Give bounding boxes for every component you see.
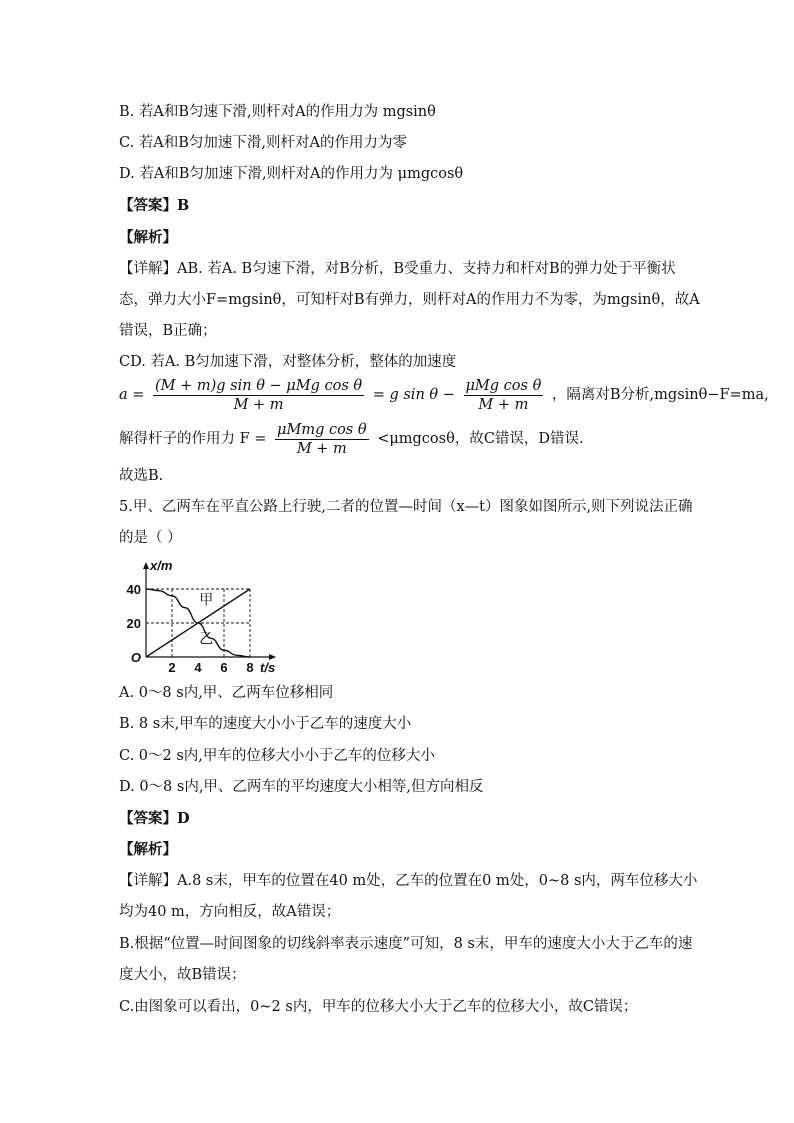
eq1-middle: = g sin θ − — [372, 387, 455, 403]
eq1-numerator-2: μMg cos θ — [465, 377, 542, 394]
q4-option-d: D. 若A和B匀加速下滑,则杆对A的作用力为 μmgcosθ — [119, 166, 464, 182]
q4-equation-2 — [119, 420, 584, 458]
origin-label: O — [130, 650, 141, 665]
q4-detail-line: 错误，B正确； — [119, 323, 217, 339]
q5-stem: 5.甲、乙两车在平直公路上行驶,二者的位置—时间（x—t）图象如图所示,则下列说法正确 — [119, 499, 693, 515]
q4-equation-1 — [119, 376, 769, 414]
q5-option-c: C. 0～2 s内,甲车的位移大小小于乙车的位移大小 — [119, 748, 435, 764]
x-tick-label: 2 — [168, 660, 176, 675]
eq2-fraction — [275, 421, 369, 458]
eq2-prefix: 解得杆子的作用力 F = — [119, 431, 267, 447]
q5-detail-line: 度大小，故B错误； — [119, 967, 246, 983]
eq1-numerator: (M + m)g sin θ − μMg cos θ — [155, 377, 363, 394]
q4-detail-line: CD. 若A. B匀加速下滑，对整体分析，整体的加速度 — [119, 354, 457, 370]
q5-answer: 【答案】D — [119, 810, 190, 827]
eq1-lhs: a = — [119, 387, 145, 403]
eq1-fraction-2 — [464, 377, 544, 414]
series-label: 甲 — [199, 591, 214, 608]
q4-detail-line: 【详解】AB. 若A. B匀速下滑，对B分析，B受重力、支持力和杆对B的弹力处于平衡状 — [119, 261, 676, 277]
q5-option-b: B. 8 s末,甲车的速度大小小于乙车的速度大小 — [119, 716, 412, 732]
x-tick-label: 8 — [246, 660, 254, 675]
q4-detail-line: 态，弹力大小F=mgsinθ，可知杆对B有弹力，则杆对A的作用力不为零，为mgsinθ，故A — [119, 292, 700, 308]
q5-stem: 的是（ ） — [119, 530, 182, 546]
eq2-denominator: M + m — [296, 440, 347, 457]
eq1-fraction — [153, 377, 364, 414]
y-tick-label: 40 — [126, 582, 141, 597]
x-tick-label: 4 — [194, 660, 202, 675]
q5-detail-line: 均为40 m，方向相反，故A错误； — [119, 904, 341, 920]
q5-detail-line: 【详解】A.8 s末，甲车的位置在40 m处，乙车的位置在0 m处，0~8 s内，两车位移大小 — [119, 873, 698, 889]
eq1-denominator: M + m — [233, 396, 284, 413]
y-axis-label: x/m — [150, 558, 173, 573]
q4-option-b: B. 若A和B匀速下滑,则杆对A的作用力为 mgsinθ — [119, 104, 436, 120]
q5-option-a: A. 0～8 s内,甲、乙两车位移相同 — [119, 685, 334, 701]
q4-analysis-heading: 【解析】 — [119, 229, 177, 246]
y-axis-arrow — [143, 562, 149, 569]
q5-detail-line: B.根据“位置—时间图象的切线斜率表示速度”可知，8 s末，甲车的速度大小大于乙车的速 — [119, 936, 693, 952]
q5-detail-line: C.由图象可以看出，0~2 s内，甲车的位移大小大于乙车的位移大小，故C错误； — [119, 999, 638, 1015]
q5-analysis-heading: 【解析】 — [119, 841, 177, 858]
q4-option-c: C. 若A和B匀加速下滑,则杆对A的作用力为零 — [119, 135, 408, 151]
eq2-numerator: μMmg cos θ — [277, 421, 367, 438]
x-axis-label: t/s — [260, 660, 276, 675]
q5-option-d: D. 0～8 s内,甲、乙两车的平均速度大小相等,但方向相反 — [119, 779, 484, 795]
q4-answer: 【答案】B — [119, 197, 190, 214]
series-label: 乙 — [199, 630, 214, 647]
q4-conclusion: 故选B. — [119, 468, 164, 484]
x-tick-label: 6 — [220, 660, 228, 675]
eq1-tail: ，隔离对B分析,mgsinθ−F=ma, — [551, 387, 769, 403]
xt-chart — [118, 558, 288, 676]
y-tick-label: 20 — [126, 616, 141, 631]
eq2-tail: <μmgcosθ，故C错误，D错误. — [377, 431, 584, 447]
eq1-denominator-2: M + m — [478, 396, 529, 413]
